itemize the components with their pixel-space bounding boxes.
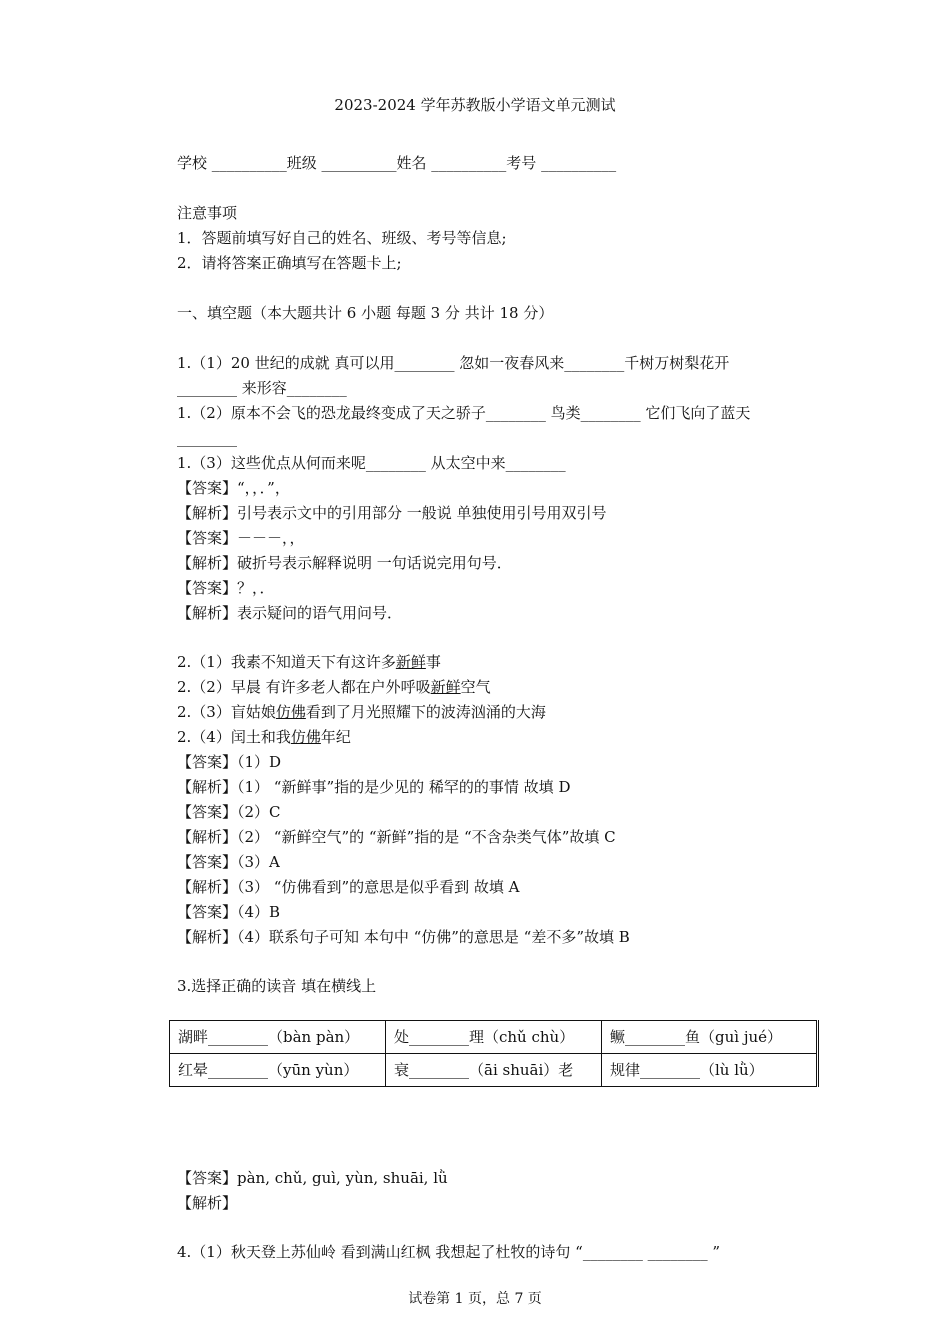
question-text: 2.（1）我素不知道天下有这许多新鲜事 xyxy=(177,653,441,671)
table-row xyxy=(170,1054,818,1087)
analysis-text: 【解析】破折号表示解释说明 一句话说完用句号． xyxy=(177,554,512,572)
question-text: 1.（2）原本不会飞的恐龙最终变成了天之骄子________ 鸟类________ 它们飞向了蓝天 xyxy=(177,404,751,422)
question-text: 4.（1）秋天登上苏仙岭 看到满山红枫 我想起了杜牧的诗句 “________ ________ ” xyxy=(177,1243,721,1261)
pinyin-table xyxy=(169,1020,819,1087)
answer-text: 【答案】（3）A xyxy=(177,853,280,871)
question-text: 2.（3）盲姑娘仿佛看到了月光照耀下的波涛汹涌的大海 xyxy=(177,703,546,721)
question-text: 3.选择正确的读音 填在横线上 xyxy=(177,977,377,995)
answer-text: 【答案】？，． xyxy=(177,579,275,597)
analysis-text: 【解析】（1） “新鲜事”指的是少见的 稀罕的的事情 故填 D xyxy=(177,778,571,796)
page-footer: 试卷第 1 页，总 7 页 xyxy=(408,1291,542,1307)
analysis-text: 【解析】（4）联系句子可知 本句中 “仿佛”的意思是 “差不多”故填 B xyxy=(177,928,630,946)
table-cell: 处________理（chǔ chù） xyxy=(386,1021,602,1054)
notice-item: 2．请将答案正确填写在答题卡上; xyxy=(177,254,402,272)
question-text: 1.（1）20 世纪的成就 真可以用________ 忽如一夜春风来________千树万树梨花开 xyxy=(177,354,730,372)
question-text: 1.（3）这些优点从何而来呢________ 从太空中来________ xyxy=(177,454,566,472)
answer-text: 【答案】－－－，， xyxy=(177,529,305,547)
student-info-line: 学校 __________班级 __________姓名 __________考号 __________ xyxy=(177,154,617,172)
answer-text: 【答案】（2）C xyxy=(177,803,281,821)
analysis-text: 【解析】 xyxy=(177,1194,238,1212)
underlined-word: 仿佛 xyxy=(290,728,321,746)
question-text: ________ xyxy=(177,429,237,447)
underlined-word: 仿佛 xyxy=(275,703,306,721)
exam-title: 2023-2024 学年苏教版小学语文单元测试 xyxy=(334,96,616,114)
answer-text: 【答案】“，，．”， xyxy=(177,479,290,497)
question-text: 2.（2）早晨 有许多老人都在户外呼吸新鲜空气 xyxy=(177,678,491,696)
analysis-text: 【解析】（2） “新鲜空气”的 “新鲜”指的是 “不含杂类气体”故填 C xyxy=(177,828,616,846)
answer-text: 【答案】（4）B xyxy=(177,903,281,921)
question-text: ________ 来形容________ xyxy=(177,379,347,397)
analysis-text: 【解析】引号表示文中的引用部分 一般说 单独使用引号用双引号 xyxy=(177,504,607,522)
question-text: 2.（4）闰土和我仿佛年纪 xyxy=(177,728,351,746)
section-heading: 一、填空题（本大题共计 6 小题 每题 3 分 共计 18 分） xyxy=(177,304,554,322)
answer-text: 【答案】（1）D xyxy=(177,753,282,771)
analysis-text: 【解析】表示疑问的语气用问号． xyxy=(177,604,403,622)
underlined-word: 新鲜 xyxy=(395,653,426,671)
table-cell: 红晕________（yūn yùn） xyxy=(170,1054,386,1087)
table-row xyxy=(170,1021,818,1054)
table-cell: 湖畔________（bàn pàn） xyxy=(170,1021,386,1054)
answer-text: 【答案】pàn, chǔ, guì, yùn, shuāi, lǜ xyxy=(177,1169,448,1187)
analysis-text: 【解析】（3） “仿佛看到”的意思是似乎看到 故填 A xyxy=(177,878,520,896)
table-cell: 鳜________鱼（guì jué） xyxy=(602,1021,818,1054)
table-cell: 衰________（āi shuāi）老 xyxy=(386,1054,602,1087)
notice-heading: 注意事项 xyxy=(177,204,238,222)
notice-item: 1．答题前填写好自己的姓名、班级、考号等信息; xyxy=(177,229,507,247)
underlined-word: 新鲜 xyxy=(430,678,461,696)
table-cell: 规律________（lù lǜ） xyxy=(602,1054,818,1087)
